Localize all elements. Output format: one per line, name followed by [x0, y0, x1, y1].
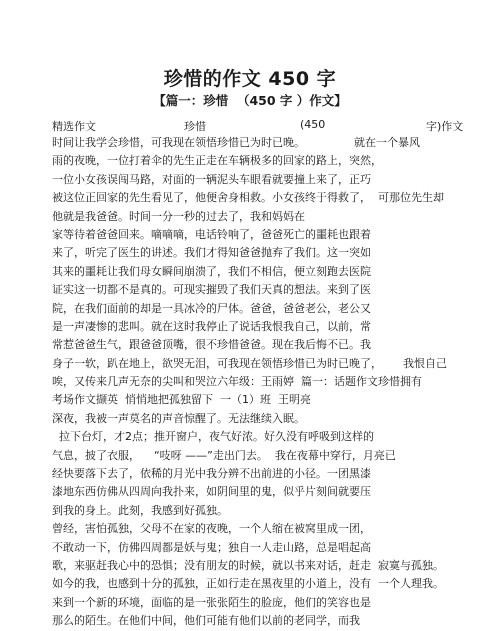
text-line: 时间让我学会珍惜，可我现在领悟珍惜已为时已晚。 就在一个暴风: [52, 136, 420, 149]
text-line: 院，在我们面前的却是一具冰冷的尸体。爸爸，爸爸老公，老公又: [52, 301, 371, 315]
text-line: 曾经，害怕孤独，父母不在家的夜晚，一个人缩在被窝里成一团，: [52, 522, 371, 536]
text-line: 如今的我，也感到十分的孤独，正如行走在黑夜里的小道上，没有 一个人理我。: [52, 577, 444, 591]
meta-suffix: 字)作文: [426, 120, 464, 133]
text-line: 家等待着爸爸回来。嘀嘀嘀，电话铃响了，爸爸死亡的噩耗也跟着: [52, 227, 371, 241]
text-line: 身子一软，趴在地上，欲哭无泪，可我现在领悟珍惜已为时已晚了， 我恨自己: [52, 356, 447, 370]
text-line: 不敢动一下，仿佛四周都是妖与鬼；独自一人走山路，总是唱起高: [52, 540, 371, 554]
text-line: 他就是我爸爸。时间一分一秒的过去了，我和妈妈在: [52, 209, 305, 223]
text-line: 经快要落下去了，依稀的月光中我分辨不出前进的小径。一团黑漆: [52, 467, 371, 481]
text-line: 一位小女孩误闯马路，对面的一辆泥头车眼看就要撞上来了，正巧: [52, 172, 371, 186]
text-line: 常惹爸爸生气，跟爸爸顶嘴，很不珍惜爸爸。现在我后悔不已。我: [52, 338, 371, 352]
text-line: 来到一个新的环境，面临的是一张张陌生的脸庞，他们的笑容也是: [52, 595, 371, 609]
text-line: 雨的夜晚，一位打着伞的先生正走在车辆极多的回家的路上，突然，: [52, 154, 382, 168]
section-heading: 【篇一：珍惜 （450 字 ）作文】: [153, 93, 347, 108]
meta-row: [52, 118, 464, 134]
text-line: 唉，又传来几声无奈的尖叫和哭泣六年级：王雨婷 篇一：话题作文珍惜拥有: [52, 375, 422, 389]
text-line: 是一声凄惨的悲叫。就在这时我停止了说话我恨我自己，以前，常: [52, 319, 371, 333]
text-line: 那么的陌生。在他们中间，他们可能有他们以前的老同学，而我: [52, 614, 360, 628]
text-line: 到我的身上。此刻，我感到好孤独。: [52, 503, 228, 517]
text-line: 来了，听完了医生的讲述。我们才得知爸爸抛弃了我们。这一突如: [52, 246, 371, 260]
text-line: 气息，披了衣服， “吱呀 ——”走出门去。 我在夜幕中穿行，月亮已: [52, 448, 396, 462]
text-line: 证实这一切都不是真的。可现实摧毁了我们天真的想法。来到了医: [52, 283, 371, 297]
document-title: 珍惜的作文 450 字: [163, 68, 337, 90]
meta-topic: 珍惜: [184, 120, 206, 133]
body-text: [52, 134, 464, 631]
text-line: 漆地东西仿佛从四周向我扑来，如阴间里的鬼，似乎片刻间就要压: [52, 485, 371, 499]
text-line: 其来的噩耗让我们母女瞬间崩溃了，我们不相信，便立刻跑去医院: [52, 264, 371, 278]
meta-wordcount: (450: [300, 118, 326, 131]
text-line: 歌，来驱赶我心中的恐惧；没有朋友的时候，就以书来对话，赶走 寂寞与孤独。: [52, 558, 444, 572]
text-line: 拉下台灯，才2点；推开窗户，夜气好浓。好久没有呼吸到这样的: [52, 430, 374, 444]
meta-category: 精选作文: [52, 120, 96, 133]
text-line: 被这位正回家的先生看见了，他便舍身相救。小女孩终于得救了， 可那位先生却: [52, 191, 444, 205]
text-line: 深夜，我被一声莫名的声音惊醒了。无法继续入眠。: [52, 411, 305, 425]
text-line: 考场作文撷英 悄悄地把孤独留下 一（1）班 王明亮: [52, 393, 311, 407]
